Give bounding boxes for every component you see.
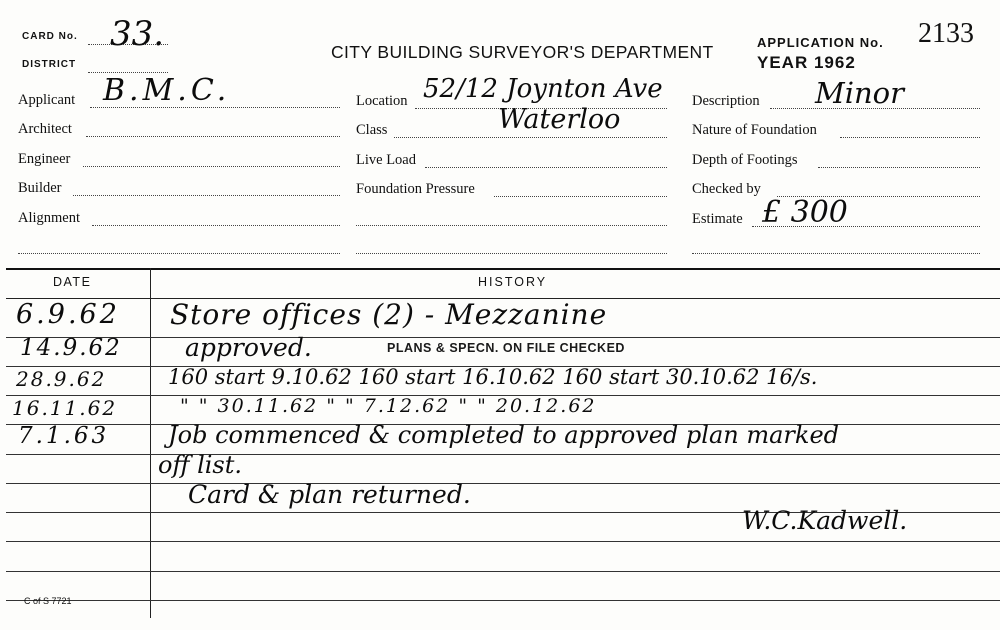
location-value-line2: Waterloo xyxy=(498,104,621,135)
history-date: 14.9.62 xyxy=(20,335,122,361)
card-no-value: 33. xyxy=(110,14,165,54)
district-label: DISTRICT xyxy=(22,59,77,70)
extra-line-mid-1 xyxy=(356,225,667,226)
inspector-signature: W.C.Kadwell. xyxy=(742,506,908,535)
year-label: YEAR 1962 xyxy=(757,53,856,72)
estimate-label: Estimate xyxy=(692,211,743,227)
application-number: 2133 xyxy=(918,18,974,49)
description-label: Description xyxy=(692,93,760,109)
builder-line xyxy=(73,195,340,196)
history-entry: approved. xyxy=(185,333,312,362)
depth-of-footings-label: Depth of Footings xyxy=(692,152,798,168)
description-value: Minor xyxy=(815,76,904,110)
class-line xyxy=(394,137,667,138)
builder-label: Builder xyxy=(18,180,62,196)
extra-line-mid-2 xyxy=(356,253,667,254)
history-top-rule xyxy=(6,268,1000,270)
date-column-divider xyxy=(150,268,151,618)
row-rule-1 xyxy=(6,337,1000,338)
engineer-line xyxy=(83,166,340,167)
application-label: APPLICATION No. xyxy=(757,35,884,50)
history-entry: 160 start 9.10.62 160 start 16.10.62 160 start 30.10.62 16/s. xyxy=(168,365,818,389)
alignment-line xyxy=(92,225,340,226)
history-header: HISTORY xyxy=(478,275,548,289)
foundation-pressure-line xyxy=(494,196,667,197)
department-title: CITY BUILDING SURVEYOR'S DEPARTMENT xyxy=(331,42,714,62)
class-label: Class xyxy=(356,122,388,138)
depth-line xyxy=(818,167,980,168)
applicant-value: B.M.C. xyxy=(103,73,231,108)
row-rule-5 xyxy=(6,454,1000,455)
checked-by-label: Checked by xyxy=(692,181,761,197)
date-header: DATE xyxy=(53,275,92,289)
history-date: 6.9.62 xyxy=(16,299,120,330)
nature-of-foundation-label: Nature of Foundation xyxy=(692,122,817,138)
row-rule-8 xyxy=(6,541,1000,542)
live-load-line xyxy=(425,167,667,168)
nature-line xyxy=(840,137,980,138)
history-date: 7.1.63 xyxy=(18,423,110,449)
history-entry: off list. xyxy=(158,451,243,479)
row-rule-9 xyxy=(6,571,1000,572)
location-value-line1: 52/12 Joynton Ave xyxy=(423,74,663,104)
architect-line xyxy=(86,136,340,137)
history-entry: Job commenced & completed to approved plan marked xyxy=(168,421,840,449)
architect-label: Architect xyxy=(18,121,72,137)
history-entry: " " 30.11.62 " " 7.12.62 " " 20.12.62 xyxy=(180,395,597,417)
card-no-label: CARD No. xyxy=(22,31,78,42)
history-entry: Card & plan returned. xyxy=(188,480,471,509)
history-date: 16.11.62 xyxy=(12,396,118,420)
form-number: C of S 7721 xyxy=(24,596,72,606)
history-date: 28.9.62 xyxy=(16,367,107,391)
foundation-pressure-label: Foundation Pressure xyxy=(356,181,475,197)
live-load-label: Live Load xyxy=(356,152,416,168)
history-entry: Store offices (2) - Mezzanine xyxy=(170,298,608,331)
engineer-label: Engineer xyxy=(18,151,71,167)
alignment-label: Alignment xyxy=(18,210,81,226)
row-rule-10 xyxy=(6,600,1000,601)
extra-line-left xyxy=(18,253,340,254)
estimate-value: £ 300 xyxy=(762,195,848,230)
extra-line-right xyxy=(692,253,980,254)
row-rule-6 xyxy=(6,483,1000,484)
plans-checked-stamp: PLANS & SPECN. ON FILE CHECKED xyxy=(387,341,625,355)
location-label: Location xyxy=(356,93,408,109)
applicant-label: Applicant xyxy=(18,92,76,108)
